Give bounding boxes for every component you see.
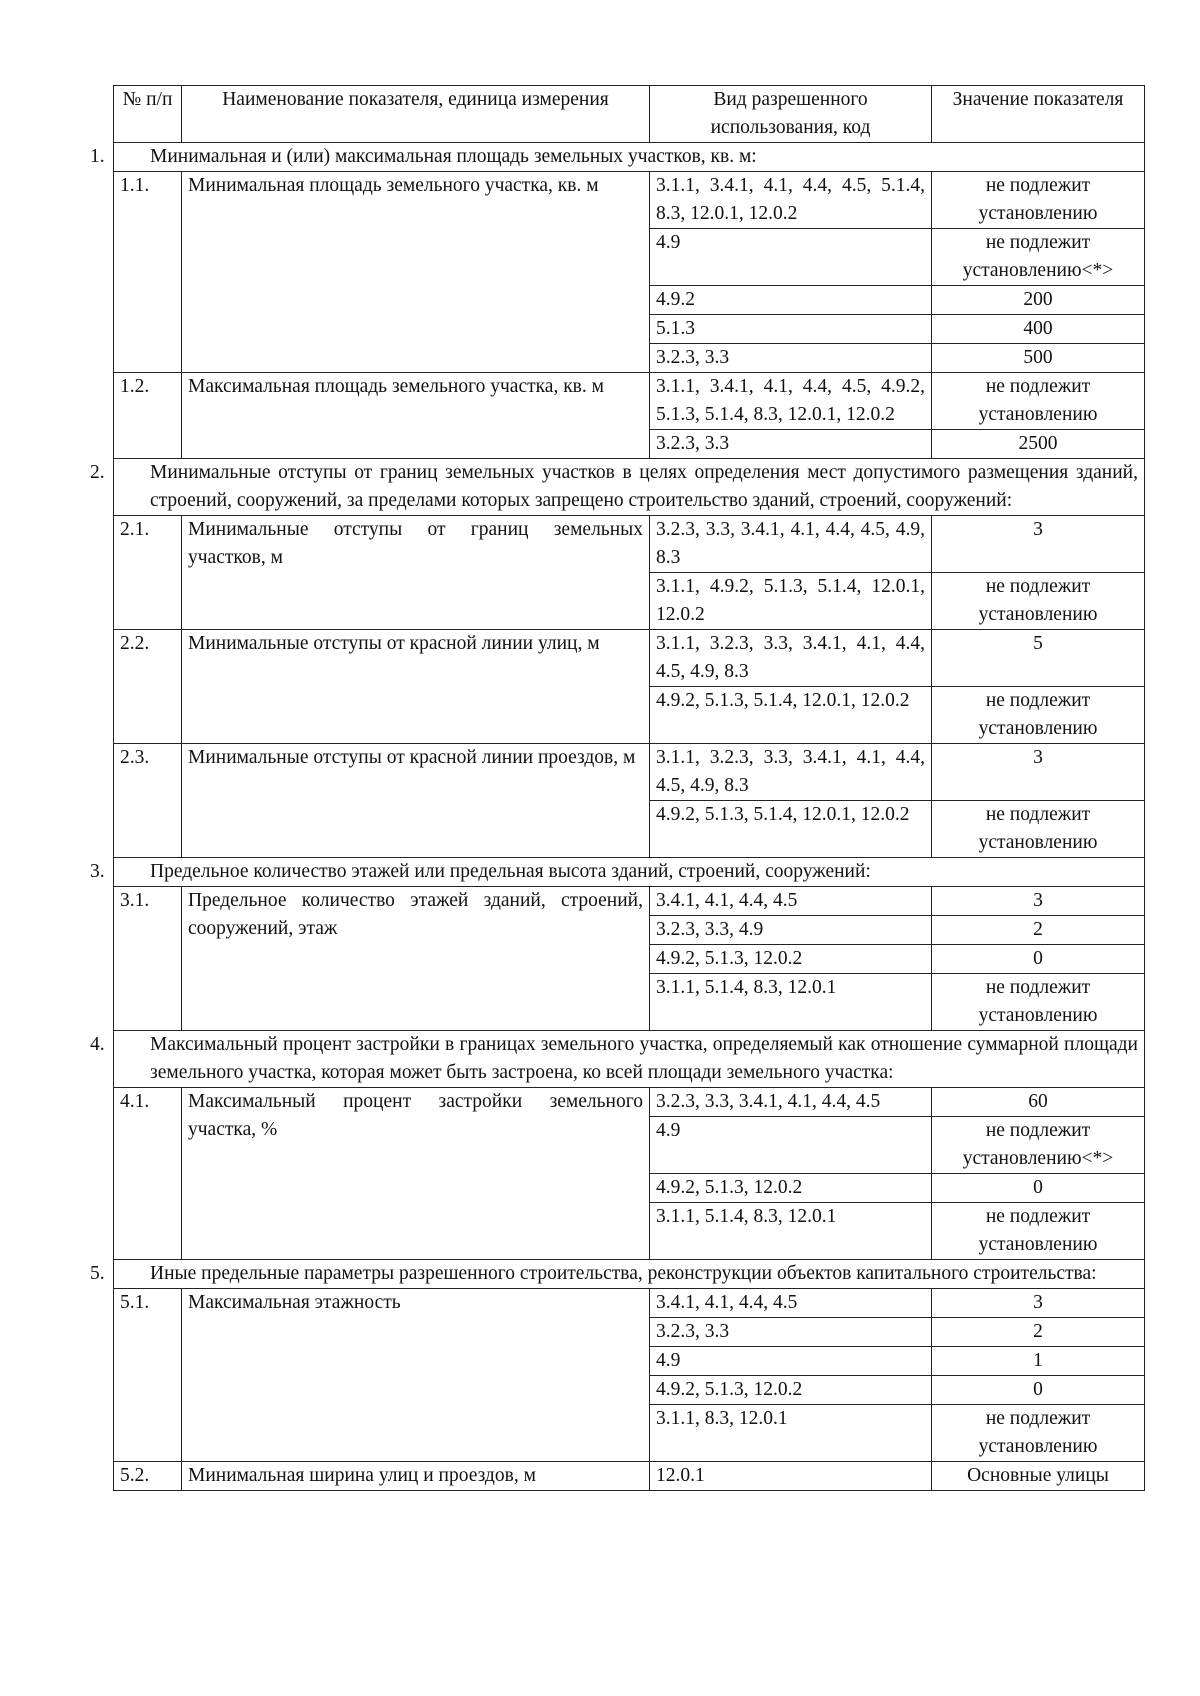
- indicator-value: не подлежит установлению: [932, 373, 1145, 430]
- table-row: [114, 172, 1145, 229]
- permitted-use-codes: 4.9.2, 5.1.3, 12.0.2: [650, 1174, 932, 1203]
- permitted-use-codes: 3.1.1, 3.4.1, 4.1, 4.4, 4.5, 4.9.2, 5.1.3, 5.1.4, 8.3, 12.0.1, 12.0.2: [650, 373, 932, 430]
- section-row: [114, 1260, 1145, 1289]
- section-number: 2.: [90, 462, 105, 483]
- permitted-use-codes: 3.1.1, 5.1.4, 8.3, 12.0.1: [650, 1203, 932, 1260]
- indicator-value: 0: [932, 1376, 1145, 1405]
- table-row: [114, 1462, 1145, 1491]
- indicator-value: 2500: [932, 430, 1145, 459]
- section-row: [114, 143, 1145, 172]
- table-row: [114, 744, 1145, 801]
- item-number: 2.2.: [114, 630, 182, 744]
- table-row: [114, 887, 1145, 916]
- header-value: Значение показателя: [932, 86, 1145, 143]
- item-indicator-name: Минимальная площадь земельного участка, кв. м: [182, 172, 650, 373]
- section-row: [114, 1031, 1145, 1088]
- section-text: [90, 1031, 1138, 1087]
- section-title-text: Минимальная и (или) максимальная площадь земельных участков, кв. м:: [150, 146, 757, 167]
- section-number: 1.: [90, 146, 105, 167]
- item-number: 5.2.: [114, 1462, 182, 1491]
- item-number: 2.3.: [114, 744, 182, 858]
- section-title-text: Максимальный процент застройки в границах земельного участка, определяемый как отношение суммарной площади земельного участка, которая может быть застроена, ко всей площади земельного участка:: [150, 1034, 1138, 1083]
- indicator-value: 1: [932, 1347, 1145, 1376]
- indicator-value: Основные улицы: [932, 1462, 1145, 1491]
- section-title-text: Предельное количество этажей или предельная высота зданий, строений, сооружений:: [150, 861, 871, 882]
- indicator-value: 3: [932, 744, 1145, 801]
- header-permitted-use: Вид разрешенного использования, код: [650, 86, 932, 143]
- section-text: [90, 1260, 1138, 1288]
- section-number: 3.: [90, 861, 105, 882]
- permitted-use-codes: 4.9.2, 5.1.3, 12.0.2: [650, 945, 932, 974]
- section-text: [90, 143, 1138, 171]
- indicator-value: 5: [932, 630, 1145, 687]
- section-text: [90, 858, 1138, 886]
- section-title: [90, 1031, 1145, 1088]
- item-number: 1.2.: [114, 373, 182, 459]
- section-title: [90, 858, 1145, 887]
- indicator-value: 400: [932, 315, 1145, 344]
- parameters-table: [90, 85, 1145, 1491]
- table-header-row: [114, 86, 1145, 143]
- item-indicator-name: Максимальный процент застройки земельного участка, %: [182, 1088, 650, 1260]
- indicator-value: не подлежит установлению: [932, 974, 1145, 1031]
- section-title: [90, 459, 1145, 516]
- indicator-value: 3: [932, 1289, 1145, 1318]
- permitted-use-codes: 4.9.2, 5.1.3, 5.1.4, 12.0.1, 12.0.2: [650, 687, 932, 744]
- header-indicator-name: Наименование показателя, единица измерения: [182, 86, 650, 143]
- indicator-value: не подлежит установлению: [932, 687, 1145, 744]
- indicator-value: не подлежит установлению: [932, 801, 1145, 858]
- permitted-use-codes: 3.2.3, 3.3, 3.4.1, 4.1, 4.4, 4.5, 4.9, 8.3: [650, 516, 932, 573]
- item-number: 5.1.: [114, 1289, 182, 1462]
- indicator-value: не подлежит установлению<*>: [932, 1117, 1145, 1174]
- item-indicator-name: Минимальные отступы от красной линии улиц, м: [182, 630, 650, 744]
- permitted-use-codes: 5.1.3: [650, 315, 932, 344]
- indicator-value: не подлежит установлению: [932, 1203, 1145, 1260]
- permitted-use-codes: 3.1.1, 3.2.3, 3.3, 3.4.1, 4.1, 4.4, 4.5, 4.9, 8.3: [650, 744, 932, 801]
- table-row: [114, 1289, 1145, 1318]
- permitted-use-codes: 4.9: [650, 1347, 932, 1376]
- item-number: 3.1.: [114, 887, 182, 1031]
- indicator-value: 3: [932, 887, 1145, 916]
- item-indicator-name: Предельное количество этажей зданий, строений, сооружений, этаж: [182, 887, 650, 1031]
- permitted-use-codes: 3.4.1, 4.1, 4.4, 4.5: [650, 887, 932, 916]
- permitted-use-codes: 3.2.3, 3.3: [650, 430, 932, 459]
- indicator-value: не подлежит установлению<*>: [932, 229, 1145, 286]
- permitted-use-codes: 3.1.1, 3.2.3, 3.3, 3.4.1, 4.1, 4.4, 4.5, 4.9, 8.3: [650, 630, 932, 687]
- indicator-value: не подлежит установлению: [932, 1405, 1145, 1462]
- permitted-use-codes: 12.0.1: [650, 1462, 932, 1491]
- permitted-use-codes: 3.1.1, 5.1.4, 8.3, 12.0.1: [650, 974, 932, 1031]
- item-indicator-name: Минимальные отступы от красной линии проездов, м: [182, 744, 650, 858]
- section-row: [114, 858, 1145, 887]
- indicator-value: 2: [932, 916, 1145, 945]
- item-number: 2.1.: [114, 516, 182, 630]
- table-row: [114, 516, 1145, 573]
- permitted-use-codes: 4.9.2: [650, 286, 932, 315]
- item-indicator-name: Максимальная этажность: [182, 1289, 650, 1462]
- item-indicator-name: Минимальные отступы от границ земельных участков, м: [182, 516, 650, 630]
- indicator-value: 0: [932, 1174, 1145, 1203]
- section-title-text: Минимальные отступы от границ земельных участков в целях определения мест допустимого размещения зданий, строений, сооружений, за пределами которых запрещено строительство зданий, строений, сооружений:: [150, 462, 1138, 511]
- indicator-value: 0: [932, 945, 1145, 974]
- permitted-use-codes: 4.9.2, 5.1.3, 5.1.4, 12.0.1, 12.0.2: [650, 801, 932, 858]
- section-title: [90, 1260, 1145, 1289]
- permitted-use-codes: 3.2.3, 3.3, 4.9: [650, 916, 932, 945]
- item-indicator-name: Максимальная площадь земельного участка, кв. м: [182, 373, 650, 459]
- indicator-value: 60: [932, 1088, 1145, 1117]
- indicator-value: 2: [932, 1318, 1145, 1347]
- permitted-use-codes: 3.2.3, 3.3: [650, 344, 932, 373]
- permitted-use-codes: 3.2.3, 3.3: [650, 1318, 932, 1347]
- permitted-use-codes: 4.9: [650, 1117, 932, 1174]
- table-row: [114, 1088, 1145, 1117]
- section-number: 5.: [90, 1263, 105, 1284]
- permitted-use-codes: 4.9: [650, 229, 932, 286]
- header-number: № п/п: [114, 86, 182, 143]
- document-page: [90, 85, 1145, 1491]
- section-row: [114, 459, 1145, 516]
- permitted-use-codes: 3.1.1, 3.4.1, 4.1, 4.4, 4.5, 5.1.4, 8.3, 12.0.1, 12.0.2: [650, 172, 932, 229]
- permitted-use-codes: 3.1.1, 8.3, 12.0.1: [650, 1405, 932, 1462]
- indicator-value: 200: [932, 286, 1145, 315]
- permitted-use-codes: 4.9.2, 5.1.3, 12.0.2: [650, 1376, 932, 1405]
- permitted-use-codes: 3.1.1, 4.9.2, 5.1.3, 5.1.4, 12.0.1, 12.0.2: [650, 573, 932, 630]
- section-text: [90, 459, 1138, 515]
- item-number: 1.1.: [114, 172, 182, 373]
- indicator-value: 3: [932, 516, 1145, 573]
- indicator-value: 500: [932, 344, 1145, 373]
- item-indicator-name: Минимальная ширина улиц и проездов, м: [182, 1462, 650, 1491]
- section-number: 4.: [90, 1034, 105, 1055]
- section-title-text: Иные предельные параметры разрешенного строительства, реконструкции объектов капитального строительства:: [150, 1263, 1097, 1284]
- indicator-value: не подлежит установлению: [932, 573, 1145, 630]
- section-title: [90, 143, 1145, 172]
- indicator-value: не подлежит установлению: [932, 172, 1145, 229]
- item-number: 4.1.: [114, 1088, 182, 1260]
- permitted-use-codes: 3.4.1, 4.1, 4.4, 4.5: [650, 1289, 932, 1318]
- table-row: [114, 630, 1145, 687]
- permitted-use-codes: 3.2.3, 3.3, 3.4.1, 4.1, 4.4, 4.5: [650, 1088, 932, 1117]
- table-row: [114, 373, 1145, 430]
